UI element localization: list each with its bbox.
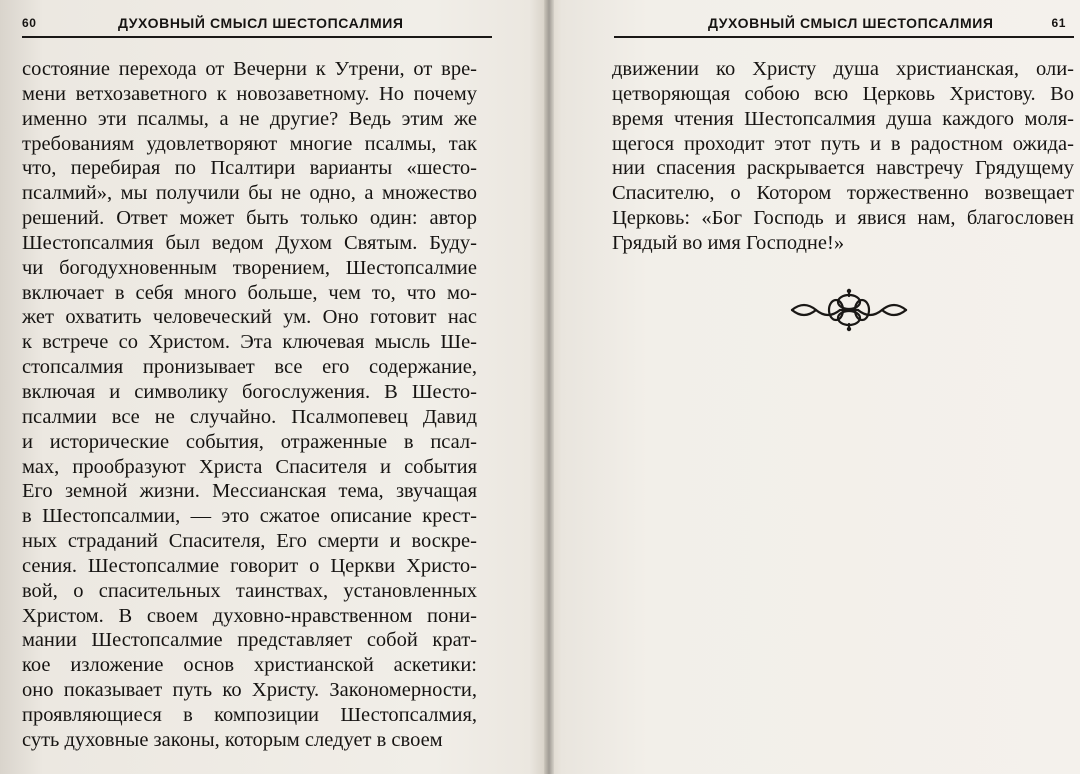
- text-line: Христом. В своем духовно-нравственном пони-: [22, 604, 477, 627]
- text-line: и исторические события, отраженные в псал-: [22, 430, 477, 453]
- text-line: мени ветхозаветного к новозаветному. Но почему: [22, 82, 477, 105]
- text-line: псалмии все не случайно. Псалмопевец Давид: [22, 405, 477, 428]
- text-line: чи богодухновенным творением, Шестопсалмие: [22, 256, 477, 279]
- text-line: ных страданий Спасителя, Его смерти и воскре-: [22, 530, 477, 553]
- text-line: псалмий», мы получили бы не одно, а множество: [22, 182, 477, 205]
- ornament-icon: [790, 288, 908, 332]
- text-line: включая и символику богослужения. В Шесто-: [22, 380, 477, 403]
- text-line: решений. Ответ может быть только один: автор: [22, 207, 477, 230]
- text-line: Спасителю, о Котором торжественно возвещает: [612, 182, 1074, 205]
- text-line: движении ко Христу душа христианская, оли-: [612, 58, 1074, 80]
- text-line: жет охватить человеческий ум. Оно готовит нас: [22, 306, 477, 329]
- text-line: сения. Шестопсалмие говорит о Церкви Христо-: [22, 554, 477, 577]
- text-line: оно показывает путь ко Христу. Закономерности,: [22, 679, 477, 702]
- left-running-head-title: ДУХОВНЫЙ СМЫСЛ ШЕСТОПСАЛМИЯ: [118, 15, 404, 31]
- text-line: Шестопсалмия был ведом Духом Святым. Буду-: [22, 231, 477, 254]
- text-line: время чтения Шестопсалмия душа каждого моля-: [612, 107, 1074, 130]
- text-line: нии спасения раскрывается навстречу Грядущему: [612, 157, 1074, 180]
- text-line: именно эти псалмы, а не другие? Ведь этим же: [22, 107, 477, 130]
- text-line: вой, о спасительных таинствах, установленных: [22, 579, 477, 602]
- right-page-number: 61: [1051, 16, 1066, 30]
- text-line: Его земной жизни. Мессианская тема, звучащая: [22, 480, 477, 503]
- left-page-number: 60: [22, 16, 37, 30]
- text-line: Церковь: «Бог Господь и явися нам, благословен: [612, 207, 1074, 230]
- text-line: требованиям удовлетворяют многие псалмы, так: [22, 132, 477, 155]
- text-line: щегося проходит этот путь и в радостном ожида-: [612, 132, 1074, 155]
- right-body-text: [612, 57, 1074, 256]
- text-line: Грядый во имя Господне!»: [612, 231, 845, 254]
- right-running-head-title: ДУХОВНЫЙ СМЫСЛ ШЕСТОПСАЛМИЯ: [708, 15, 994, 31]
- text-line: к встрече со Христом. Эта ключевая мысль Ше-: [22, 331, 477, 354]
- text-line: проявляющиеся в композиции Шестопсалмия,: [22, 703, 477, 726]
- text-line: включает в себя много больше, чем то, что мо-: [22, 281, 477, 304]
- left-running-head: [22, 6, 492, 38]
- book-gutter: [544, 0, 554, 774]
- text-line: цетворяющая собою всю Церковь Христову. Во: [612, 82, 1074, 105]
- text-line: мании Шестопсалмие представляет собой крат-: [22, 629, 477, 652]
- left-body-text: [22, 57, 477, 753]
- right-running-head: [614, 6, 1074, 38]
- text-line: в Шестопсалмии, — это сжатое описание крест-: [22, 505, 477, 528]
- right-page: [554, 0, 1080, 774]
- text-line: мах, прообразуют Христа Спасителя и события: [22, 455, 477, 478]
- text-line: состояние перехода от Вечерни к Утрени, от вре-: [22, 58, 477, 80]
- text-line: суть духовные законы, которым следует в своем: [22, 728, 443, 751]
- text-line: кое изложение основ христианской аскетики:: [22, 654, 477, 677]
- text-line: что, перебирая по Псалтири варианты «шесто-: [22, 157, 477, 180]
- text-line: стопсалмия пронизывает все его содержание,: [22, 356, 477, 379]
